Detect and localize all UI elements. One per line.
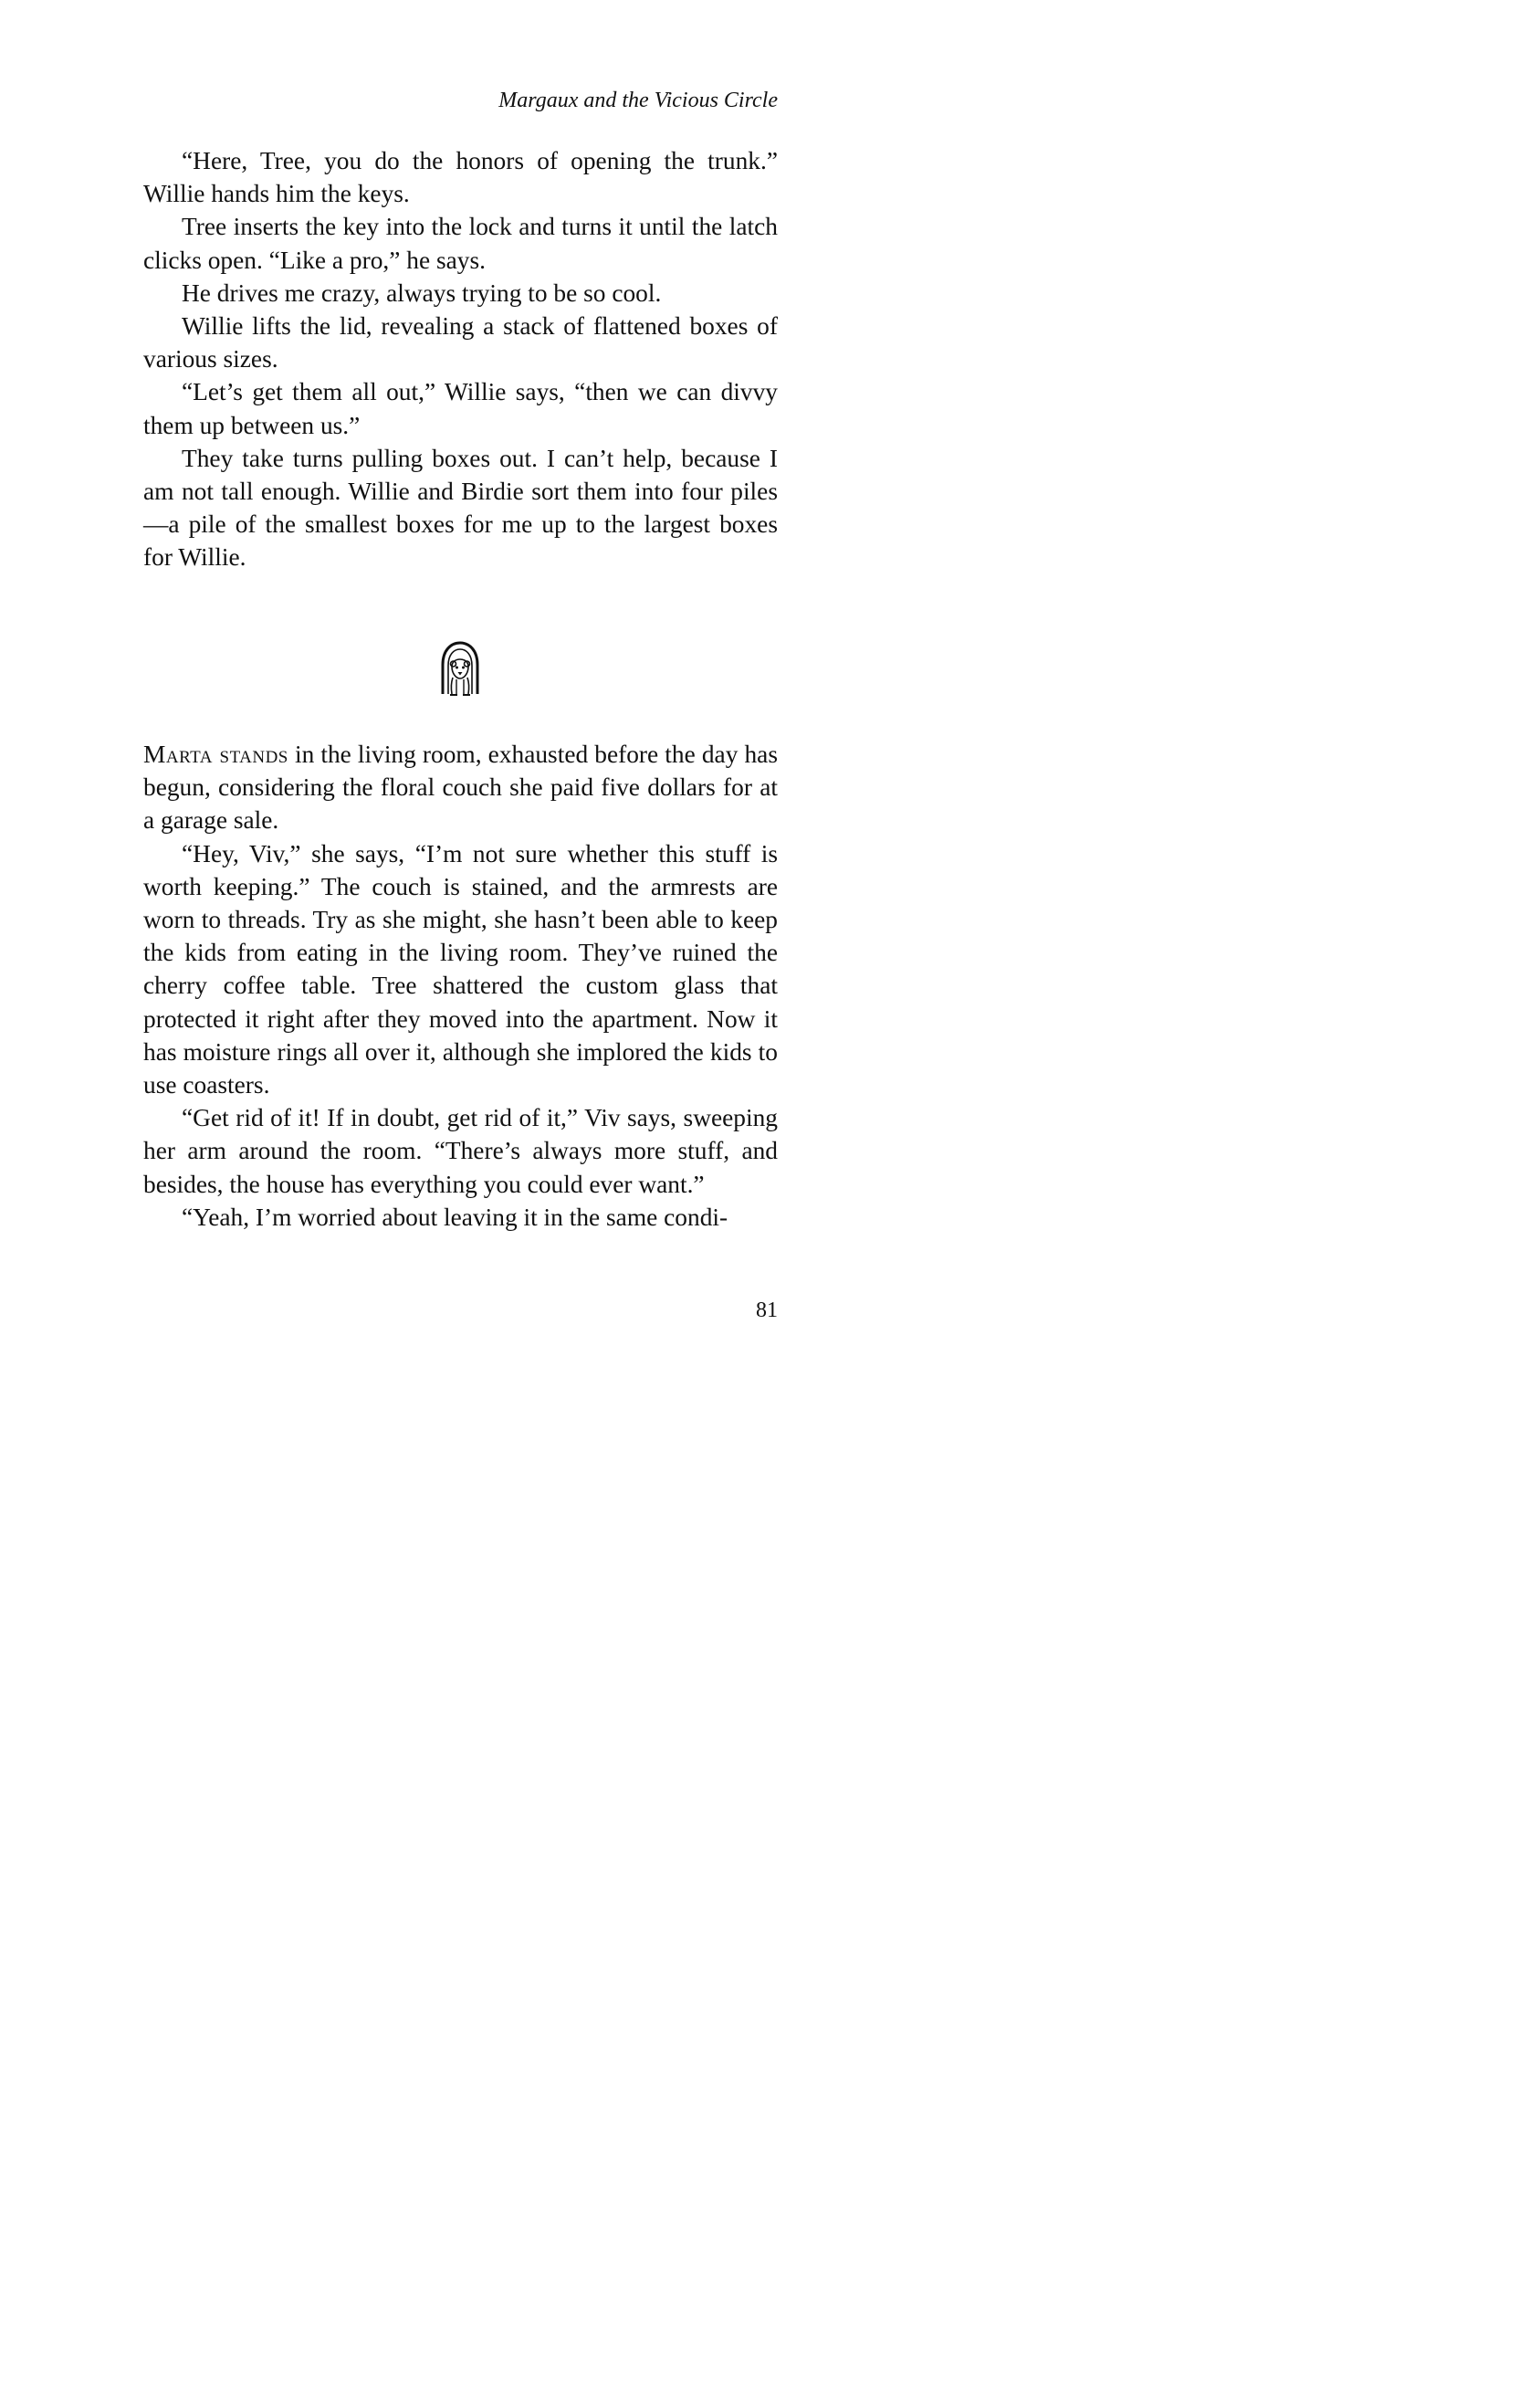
page-number: 81	[756, 1298, 778, 1322]
polar-bear-icon	[438, 639, 482, 699]
running-head: Margaux and the Vicious Circle	[498, 89, 778, 112]
paragraph: “Yeah, I’m worried about leaving it in the same condi-	[182, 1203, 728, 1231]
lead-in-text: in the living room, exhausted before the day has begun, considering the floral couch she paid five dollars for at a garage sale.	[143, 741, 778, 835]
lead-in-small-caps: Marta stands	[143, 741, 288, 768]
paragraph: Willie lifts the lid, revealing a stack of flattened boxes of various sizes.	[143, 312, 778, 373]
section-a-text	[143, 144, 778, 574]
paragraph: They take turns pulling boxes out. I can’t help, because I am not tall enough. Willie and Birdie sort them into four piles—a pile of the smallest boxes for me up to the largest boxes for Willie.	[143, 444, 778, 572]
section-opening-paragraph	[143, 738, 778, 837]
paragraph: “Here, Tree, you do the honors of opening the trunk.” Willie hands him the keys.	[143, 147, 778, 208]
paragraph: “Let’s get them all out,” Willie says, “then we can divvy them up between us.”	[143, 378, 778, 439]
paragraph: He drives me crazy, always trying to be so cool.	[182, 279, 662, 307]
paragraph: Tree inserts the key into the lock and turns it until the latch clicks open. “Like a pro,” he says.	[143, 213, 778, 274]
paragraph: “Hey, Viv,” she says, “I’m not sure whether this stuff is worth keeping.” The couch is stained, and the armrests are worn to threads. Try as she might, she hasn’t been able to keep the kids from eating in the living room. They’ve ruined the cherry coffee table. Tree shattered the custom glass that protected it right after they moved into the apartment. Now it has moisture rings all over it, although she implored the kids to use coasters.	[143, 839, 778, 1099]
section-b-text	[143, 738, 778, 1234]
paragraph: “Get rid of it! If in doubt, get rid of it,” Viv says, sweeping her arm around the room. “There’s always more stuff, and besides, the house has everything you could ever want.”	[143, 1104, 778, 1198]
